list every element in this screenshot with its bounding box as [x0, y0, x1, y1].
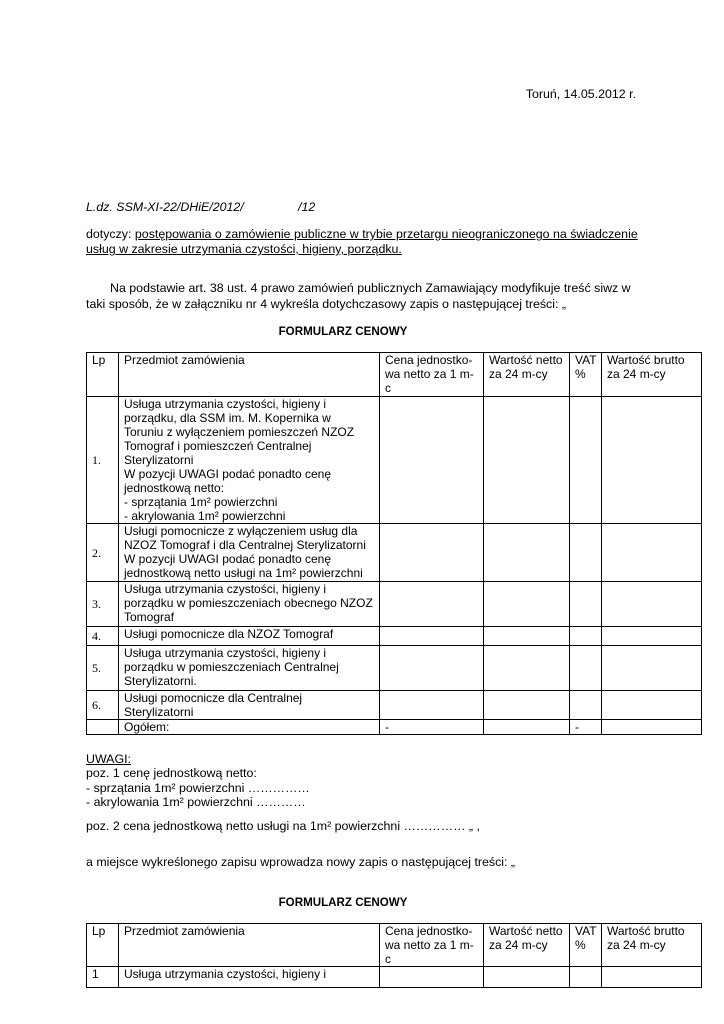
unit-price-cell	[380, 582, 484, 627]
net-value-cell	[484, 397, 570, 524]
vat-cell	[570, 397, 602, 524]
old-price-form-table	[86, 352, 702, 735]
remarks-pos1-intro: poz. 1 cenę jednostkową netto:	[86, 766, 257, 781]
header-gross-value: Wartość brutto za 24 m-cy	[602, 353, 702, 397]
vat-cell	[570, 582, 602, 627]
gross-value-cell	[602, 646, 702, 691]
remarks-heading: UWAGI:	[86, 752, 131, 766]
header-lp: Lp	[87, 924, 119, 967]
total-unit-price: -	[380, 720, 484, 735]
header-unit-price: Cena jednostko- wa netto za 1 m- c	[380, 924, 484, 967]
lp-cell: 2.	[87, 524, 119, 582]
net-value-cell	[484, 627, 570, 646]
subject-line	[86, 227, 638, 257]
gross-value-cell	[602, 691, 702, 720]
unit-price-cell	[380, 397, 484, 524]
replacement-intro: a miejsce wykreślonego zapisu wprowadza nowy zapis o następującej treści: „	[86, 855, 516, 869]
reference-number	[86, 200, 316, 215]
total-lp-cell	[87, 720, 119, 735]
description-cell: Usługi pomocnicze z wyłączeniem usług dla NZOZ Tomograf i dla Centralnej Sterylizatorni W pozycji UWAGI podać ponadto cenę jednostkową netto usługi na 1m² powierzchni	[119, 524, 380, 582]
total-gross-value	[602, 720, 702, 735]
remarks-pos1-acrylic: - akrylowania 1m² powierzchni …………	[86, 795, 306, 810]
intro-paragraph: Na podstawie art. 38 ust. 4 prawo zamówień publicznych Zamawiający modyfikuje treść siwz w taki sposób, że w załączniku nr 4 wykreśla dotychczasowy zapis o następującej treści: „	[86, 281, 631, 311]
reference-suffix: /12	[298, 200, 316, 214]
gross-value-cell	[602, 627, 702, 646]
remarks-section	[86, 752, 310, 810]
total-vat: -	[570, 720, 602, 735]
reference-prefix: L.dz. SSM-XI-22/DHiE/2012/	[86, 200, 244, 214]
table-row	[87, 582, 702, 627]
unit-price-cell	[380, 646, 484, 691]
header-unit-price: Cena jednostko- wa netto za 1 m- c	[380, 353, 484, 397]
header-net-value: Wartość netto za 24 m-cy	[484, 353, 570, 397]
place-date: Toruń, 14.05.2012 r.	[525, 87, 636, 101]
net-value-cell	[484, 582, 570, 627]
table-header-row	[87, 924, 702, 967]
lp-cell: 5.	[87, 646, 119, 691]
net-value-cell	[484, 691, 570, 720]
unit-price-cell	[380, 524, 484, 582]
vat-cell	[570, 627, 602, 646]
remarks-pos2: poz. 2 cena jednostkową netto usługi na 1m² powierzchni …………… „ ,	[86, 819, 480, 833]
table-row	[87, 967, 702, 988]
header-lp: Lp	[87, 353, 119, 397]
total-net-value	[484, 720, 570, 735]
vat-cell	[570, 646, 602, 691]
net-value-cell	[484, 967, 570, 988]
gross-value-cell	[602, 967, 702, 988]
table-row	[87, 646, 702, 691]
header-net-value: Wartość netto za 24 m-cy	[484, 924, 570, 967]
total-label: Ogółem:	[119, 720, 380, 735]
unit-price-cell	[380, 967, 484, 988]
description-cell: Usługa utrzymania czystości, higieny i porządku w pomieszczeniach obecnego NZOZ Tomograf	[119, 582, 380, 627]
description-cell: Usługi pomocnicze dla Centralnej Sterylizatorni	[119, 691, 380, 720]
description-cell: Usługa utrzymania czystości, higieny i porządku w pomieszczeniach Centralnej Sterylizatorni.	[119, 646, 380, 691]
new-price-form-table	[86, 923, 702, 988]
gross-value-cell	[602, 397, 702, 524]
vat-cell	[570, 524, 602, 582]
net-value-cell	[484, 646, 570, 691]
description-cell: Usługi pomocnicze dla NZOZ Tomograf	[119, 627, 380, 646]
gross-value-cell	[602, 582, 702, 627]
header-vat: VAT %	[570, 924, 602, 967]
total-row	[87, 720, 702, 735]
description-cell: Usługa utrzymania czystości, higieny i porządku, dla SSM im. M. Kopernika w Toruniu z wyłączeniem pomieszczeń NZOZ Tomograf i pomieszczeń Centralnej Sterylizatorni W pozycji UWAGI podać ponadto cenę jednostkową netto: - sprzątania 1m² powierzchni - akrylowania 1m² powierzchni	[119, 397, 380, 524]
header-subject: Przedmiot zamówienia	[119, 924, 380, 967]
lp-cell: 6.	[87, 691, 119, 720]
table-row	[87, 691, 702, 720]
unit-price-cell	[380, 691, 484, 720]
new-form-title: FORMULARZ CENOWY	[278, 896, 408, 909]
lp-cell: 4.	[87, 627, 119, 646]
table-header-row	[87, 353, 702, 397]
vat-cell	[570, 967, 602, 988]
vat-cell	[570, 691, 602, 720]
lp-cell: 1	[87, 967, 119, 988]
lp-cell: 1.	[87, 397, 119, 524]
unit-price-cell	[380, 627, 484, 646]
header-vat: VAT %	[570, 353, 602, 397]
net-value-cell	[484, 524, 570, 582]
table-row	[87, 627, 702, 646]
remarks-pos1-cleaning: - sprzątania 1m² powierzchni ……………	[86, 780, 310, 795]
lp-cell: 3.	[87, 582, 119, 627]
old-form-title: FORMULARZ CENOWY	[278, 325, 408, 338]
subject-label: dotyczy:	[86, 227, 132, 241]
description-cell: Usługa utrzymania czystości, higieny i	[119, 967, 380, 988]
header-subject: Przedmiot zamówienia	[119, 353, 380, 397]
table-row	[87, 524, 702, 582]
table-row	[87, 397, 702, 524]
gross-value-cell	[602, 524, 702, 582]
subject-text: postępowania o zamówienie publiczne w trybie przetargu nieograniczonego na świadczenie usług w zakresie utrzymania czystości, higieny, porządku.	[86, 227, 638, 256]
header-gross-value: Wartość brutto za 24 m-cy	[602, 924, 702, 967]
